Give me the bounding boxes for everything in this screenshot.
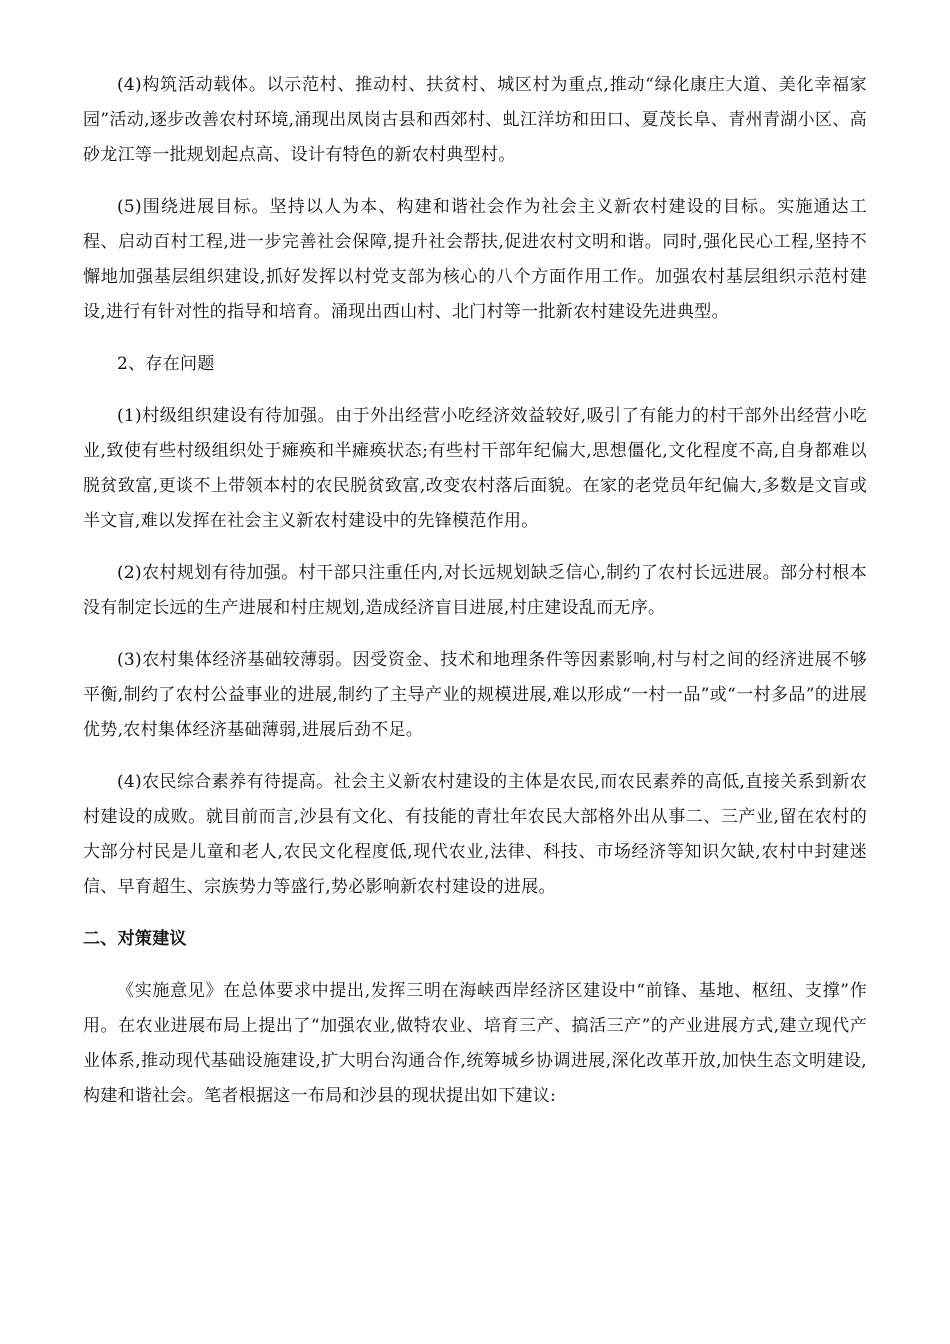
paragraph-collective-economy: (3)农村集体经济基础较薄弱。因受资金、技术和地理条件等因素影响,村与村之间的经济进展不够平衡,制约了农村公益事业的进展,制约了主导产业的规模进展,难以形成“一村一品”或“一村多品”的进展优势,农村集体经济基础薄弱,进展后劲不足。 <box>83 650 867 740</box>
paragraph-farmer-quality: (4)农民综合素养有待提高。社会主义新农村建设的主体是农民,而农民素养的高低,直接关系到新农村建设的成败。就目前而言,沙县有文化、有技能的青壮年农民大部格外出从事二、三产业,留在农村的大部分村民是儿童和老人,农民文化程度低,现代农业,法律、科技、市场经济等知识欠缺,农村中封建迷信、早育超生、宗族势力等盛行,势必影响新农村建设的进展。 <box>83 772 867 897</box>
paragraph-rural-planning: (2)农村规划有待加强。村干部只注重任内,对长远规划缺乏信心,制约了农村长远进展。部分村根本没有制定长远的生产进展和村庄规划,造成经济盲目进展,村庄建设乱而无序。 <box>83 563 867 618</box>
paragraph-village-organization: (1)村级组织建设有待加强。由于外出经营小吃经济效益较好,吸引了有能力的村干部外出经营小吃业,致使有些村级组织处于瘫痪和半瘫痪状态;有些村干部年纪偏大,思想僵化,文化程度不高,自身都难以脱贫致富,更谈不上带领本村的农民脱贫致富,改变农村落后面貌。在家的老党员年纪偏大,多数是文盲或半文盲,难以发挥在社会主义新农村建设中的先锋模范作用。 <box>83 406 867 531</box>
section-heading-existing-problems: 2、存在问题 <box>117 354 215 374</box>
document-body <box>83 68 867 1131</box>
paragraph-development-goal: (5)围绕进展目标。坚持以人为本、构建和谐社会作为社会主义新农村建设的目标。实施通达工程、启动百村工程,进一步完善社会保障,提升社会帮扶,促进农村文明和谐。同时,强化民心工程,坚持不懈地加强基层组织建设,抓好发挥以村党支部为核心的八个方面作用工作。加强农村基层组织示范村建设,进行有针对性的指导和培育。涌现出西山村、北门村等一批新农村建设先进典型。 <box>83 197 867 322</box>
paragraph-activity-carrier: (4)构筑活动载体。以示范村、推动村、扶贫村、城区村为重点,推动“绿化康庄大道、美化幸福家园”活动,逐步改善农村环境,涌现出凤岗古县和西郊村、虬江洋坊和田口、夏茂长阜、青州青湖小区、高砂龙江等一批规划起点高、设计有特色的新农村典型村。 <box>83 75 867 165</box>
section-heading-countermeasures: 二、对策建议 <box>83 929 187 949</box>
paragraph-implementation-opinion: 《实施意见》在总体要求中提出,发挥三明在海峡西岸经济区建设中“前锋、基地、枢纽、支撑”作用。在农业进展布局上提出了“加强农业,做特农业、培育三产、搞活三产”的产业进展方式,建立现代产业体系,推动现代基础设施建设,扩大明台沟通合作,统筹城乡协调进展,深化改革开放,加快生态文明建设,构建和谐社会。笔者根据这一布局和沙县的现状提出如下建议: <box>83 981 867 1106</box>
